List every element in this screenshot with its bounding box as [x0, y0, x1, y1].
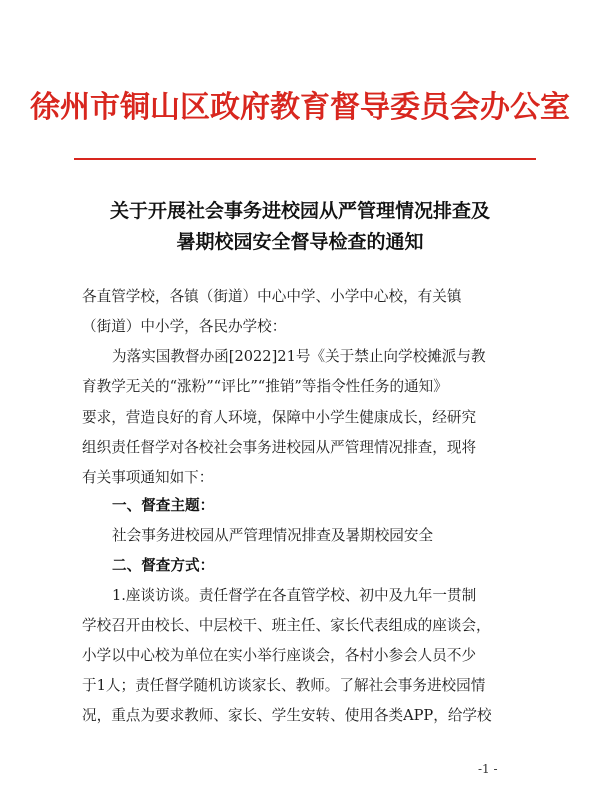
- salutation-line-1: 各直管学校，各镇（街道）中心中学、小学中心校，有关镇: [82, 288, 462, 305]
- section-1-heading: 一、督查主题：: [112, 497, 215, 514]
- section-2-line-4: 于1人；责任督学随机访谈家长、教师。了解社会事务进校园情: [82, 677, 486, 694]
- document-title-line-2: 暑期校园安全督导检查的通知: [176, 231, 424, 253]
- section-2-heading: 二、督查方式：: [112, 557, 215, 574]
- section-2-line-2: 学校召开由校长、中层校干、班主任、家长代表组成的座谈会，: [82, 617, 491, 634]
- issuing-office-header: 徐州市铜山区政府教育督导委员会办公室: [30, 90, 570, 125]
- page-number: -1 -: [478, 762, 498, 776]
- intro-line-5: 有关事项通知如下：: [82, 469, 214, 486]
- intro-line-1: 为落实国教督办函[2022]21号《关于禁止向学校摊派与教: [112, 348, 486, 365]
- section-2-line-3: 小学以中心校为单位在实小举行座谈会，各村小参会人员不少: [82, 647, 477, 664]
- document-title-line-1: 关于开展社会事务进校园从严管理情况排查及: [109, 200, 490, 222]
- intro-line-2: 育教学无关的“涨粉”“评比”“推销”等指令性任务的通知》: [82, 378, 448, 395]
- section-1-body: 社会事务进校园从严管理情况排查及暑期校园安全: [112, 527, 434, 544]
- section-2-line-1: 1.座谈访谈。责任督学在各直管学校、初中及九年一贯制: [112, 587, 477, 604]
- intro-line-4: 组织责任督学对各校社会事务进校园从严管理情况排查，现将: [82, 439, 477, 456]
- intro-line-3: 要求，营造良好的育人环境，保障中小学生健康成长，经研究: [82, 409, 477, 426]
- salutation-line-2: （街道）中小学，各民办学校：: [82, 318, 287, 335]
- section-2-line-5: 况，重点为要求教师、家长、学生安转、使用各类APP，给学校: [82, 707, 492, 724]
- red-header-rule: [74, 158, 536, 160]
